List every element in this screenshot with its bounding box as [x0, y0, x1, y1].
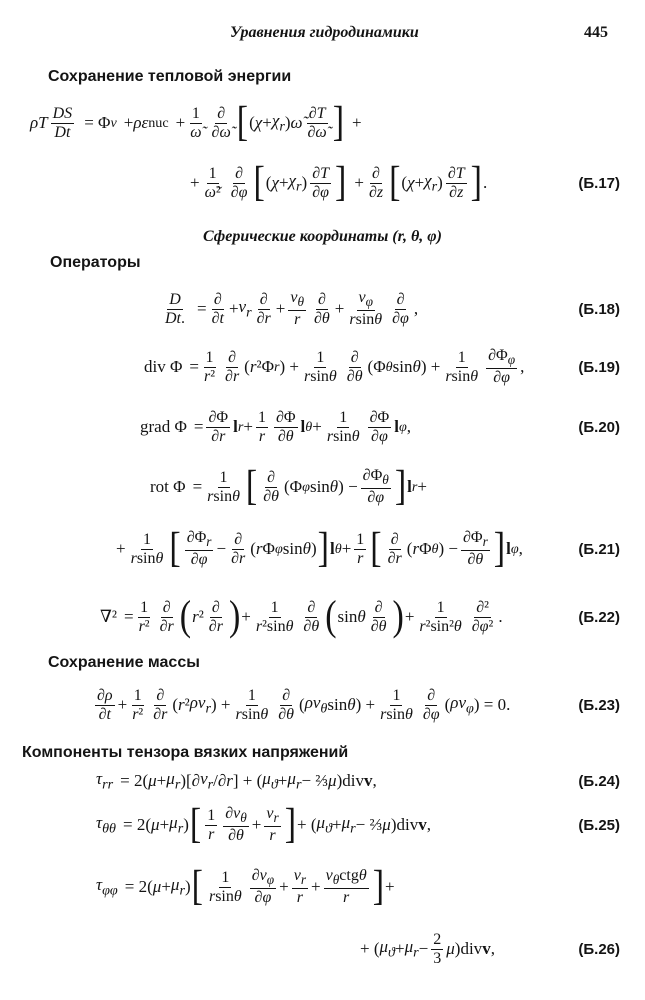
equation-number: (Б.25) — [578, 816, 620, 834]
equation-number: (Б.21) — [578, 540, 620, 558]
equation-number: (Б.24) — [578, 772, 620, 790]
section-heading-energy: Сохранение тепловой энергии — [48, 68, 292, 85]
equation-b21: rot Φ = 1 rsinθ [ ∂ ∂θ (Φ φ sin θ ) − $\partial\Phi_\theta$ ∂φ ] l r + — [150, 463, 427, 510]
equation-b24: $\tau_{rr}$ = 2( μ + $\mu_r$ )[∂ $v_r$ /∂ r ] + ( $\mu_ϑ$ + $\mu_r$ − ⅔ μ )div v , (Б.24) — [96, 768, 620, 793]
equation-number: (Б.22) — [578, 608, 620, 626]
equation-number: (Б.19) — [578, 358, 620, 376]
equation-number: (Б.23) — [578, 696, 620, 714]
equation-b23: ∂ρ ∂t + 1 r² ∂ ∂r ( r ² $\rho v_r$ ) + 1 rsinθ ∂ ∂θ ( $\rho v_\theta$ sin θ ) + 1 rsinθ ∂ ∂φ ( $\rho v_\varphi$ ) = 0. (Б.23) — [97, 686, 620, 723]
equation-number: (Б.26) — [578, 940, 620, 958]
equation-b17: ρT DS Dt = Φ v + ρε nuc + 1 ω̃ ∂ ∂ω̃ [ ( χ + $\chi_r$ ) ω̃ ∂T ∂ω̃ ] + — [30, 99, 362, 146]
equation-b17-continued: + 1 ω̃² ∂ ∂φ [ ( χ + $\chi_r$ ) ∂T ∂φ ] + ∂ ∂z [ ( χ + $\chi_r$ ) ∂T ∂z ] . (Б.17) — [190, 159, 620, 206]
equation-b18: D Dt. = ∂ ∂t + $v_r$ ∂ ∂r + $v_\theta$ r ∂ ∂θ + $v_\varphi$ rsinθ ∂ ∂φ , (Б.18) — [165, 289, 620, 329]
equation-b22: ∇² = 1 r² ∂ ∂r ( r ² ∂ ∂r ) + 1 r²sinθ ∂ ∂θ ( sin θ ∂ ∂θ ) + 1 r²sin²θ ∂² ∂φ² . (Б.22) — [100, 593, 620, 640]
equation-b25: $\tau_{\theta\theta}$ = 2( μ + $\mu_r$ ) [ 1 r $\partial v_\theta$ ∂θ + $v_r$ r ] + ( $\mu_ϑ$ + $\mu_r$ − ⅔ μ )div v , (Б.25) — [96, 801, 620, 848]
equation-b19: div Φ = 1 r² ∂ ∂r ( r ²Φ r ) + 1 rsinθ ∂ ∂θ (Φ θ sin θ ) + 1 rsinθ $\partial\Phi_\varphi$ ∂φ , (Б.19) — [144, 347, 620, 387]
subsection-heading-spherical: Сферические координаты (r, θ, φ) — [203, 228, 442, 245]
equation-number: (Б.18) — [578, 300, 620, 318]
section-heading-mass: Сохранение массы — [48, 654, 200, 671]
equation-b26: $\tau_{\varphi\varphi}$ = 2( μ + $\mu_r$ ) [ 1 rsinθ $\partial v_\varphi$ ∂φ + $v_r$ r + $v_\theta ctg\theta$ r ] + — [96, 863, 395, 910]
equation-b20: grad Φ = ∂Φ ∂r l r + 1 r ∂Φ ∂θ l θ + 1 rsinθ ∂Φ ∂φ l φ , (Б.20) — [140, 408, 620, 445]
running-header: Уравнения гидродинамики — [230, 24, 419, 41]
equation-number: (Б.17) — [578, 174, 620, 192]
equation-b26-continued: + ( $\mu_ϑ$ + $\mu_r$ − 2 3 μ )div v , (Б.26) — [360, 930, 620, 967]
equation-b21-continued: + 1 rsinθ [ $\partial\Phi_r$ ∂φ − ∂ ∂r ( r Φ φ sin θ ) ] l θ + 1 r [ ∂ ∂r ( r Φ θ ) − $\partial\Phi_r$ ∂θ ] l φ , (Б.21) — [116, 525, 620, 572]
equation-number: (Б.20) — [578, 418, 620, 436]
section-heading-stress: Компоненты тензора вязких напряжений — [22, 744, 349, 761]
section-heading-operators: Операторы — [50, 254, 141, 271]
page-number: 445 — [584, 24, 608, 41]
